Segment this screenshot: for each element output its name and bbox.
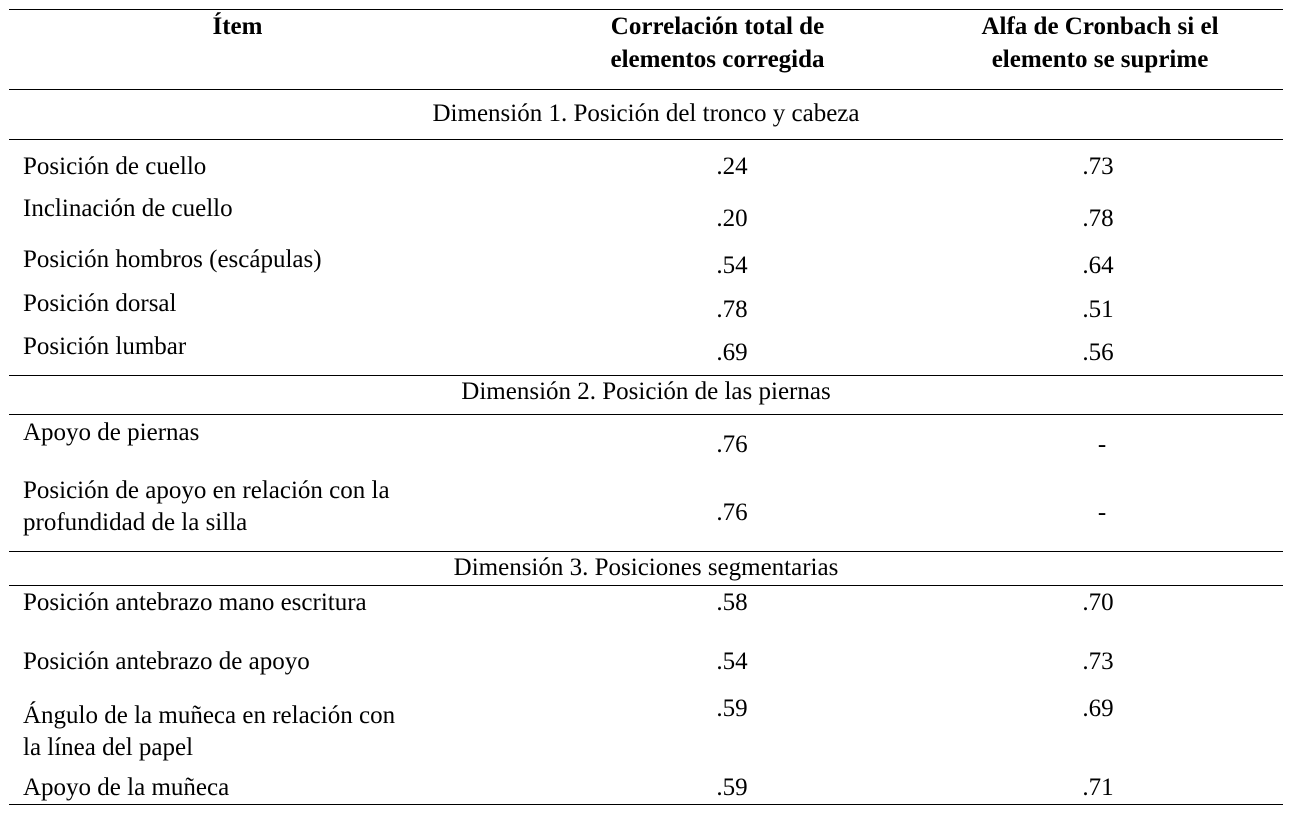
row-item: Posición antebrazo mano escritura — [23, 589, 367, 616]
header-item: Ítem — [212, 13, 263, 40]
row-alpha: .78 — [1082, 205, 1114, 232]
row-corr: .58 — [716, 589, 748, 616]
dimension-2-title: Dimensión 2. Posición de las piernas — [461, 378, 831, 405]
row-corr: .59 — [716, 695, 748, 722]
row-corr: .54 — [716, 648, 748, 675]
row-item: Posición de cuello — [23, 153, 207, 180]
row-item: Posición antebrazo de apoyo — [23, 648, 310, 675]
row-alpha: - — [1097, 499, 1107, 526]
header-bottom-rule — [9, 89, 1283, 90]
row-corr: .69 — [716, 339, 748, 366]
table-bottom-rule — [9, 804, 1283, 805]
row-item-line2: la línea del papel — [23, 734, 194, 761]
dimension-2-rule — [9, 414, 1283, 415]
row-alpha: .69 — [1082, 695, 1114, 722]
row-item: Posición hombros (escápulas) — [23, 246, 322, 273]
row-corr: .59 — [716, 774, 748, 801]
header-corr-line2: elementos corregida — [610, 46, 825, 73]
header-corr-line1: Correlación total de — [610, 13, 825, 40]
row-alpha: .71 — [1082, 774, 1114, 801]
row-corr: .78 — [716, 296, 748, 323]
dimension-1-title: Dimensión 1. Posición del tronco y cabeza — [432, 100, 860, 127]
row-item-line1: Posición de apoyo en relación con la — [23, 477, 390, 504]
dimension-1-rule — [9, 139, 1283, 140]
header-alpha-line2: elemento se suprime — [991, 46, 1209, 73]
dimension-3-rule — [9, 585, 1283, 586]
row-alpha: .64 — [1082, 252, 1114, 279]
dimension-3-title: Dimensión 3. Posiciones segmentarias — [453, 554, 839, 581]
row-item: Inclinación de cuello — [23, 195, 233, 222]
row-corr: .76 — [716, 431, 748, 458]
row-item — [23, 475, 390, 539]
row-item: Apoyo de la muñeca — [23, 774, 230, 801]
row-corr: .20 — [716, 205, 748, 232]
row-alpha: - — [1097, 431, 1107, 458]
row-item: Posición lumbar — [23, 333, 187, 360]
header-alpha-line1: Alfa de Cronbach si el — [981, 13, 1219, 40]
row-alpha: .51 — [1082, 296, 1114, 323]
row-alpha: .73 — [1082, 648, 1114, 675]
row-item-line2: profundidad de la silla — [23, 509, 248, 536]
row-item: Posición dorsal — [23, 290, 177, 317]
row-corr: .54 — [716, 252, 748, 279]
row-corr: .24 — [716, 153, 748, 180]
header-corrected-correlation — [580, 10, 855, 76]
row-item: Apoyo de piernas — [23, 419, 200, 446]
row-item — [23, 700, 395, 764]
row-alpha: .73 — [1082, 153, 1114, 180]
row-alpha: .70 — [1082, 589, 1114, 616]
header-alpha-if-deleted — [955, 10, 1245, 76]
row-corr: .76 — [716, 499, 748, 526]
row-alpha: .56 — [1082, 339, 1114, 366]
row-item-line1: Ángulo de la muñeca en relación con — [23, 702, 396, 729]
